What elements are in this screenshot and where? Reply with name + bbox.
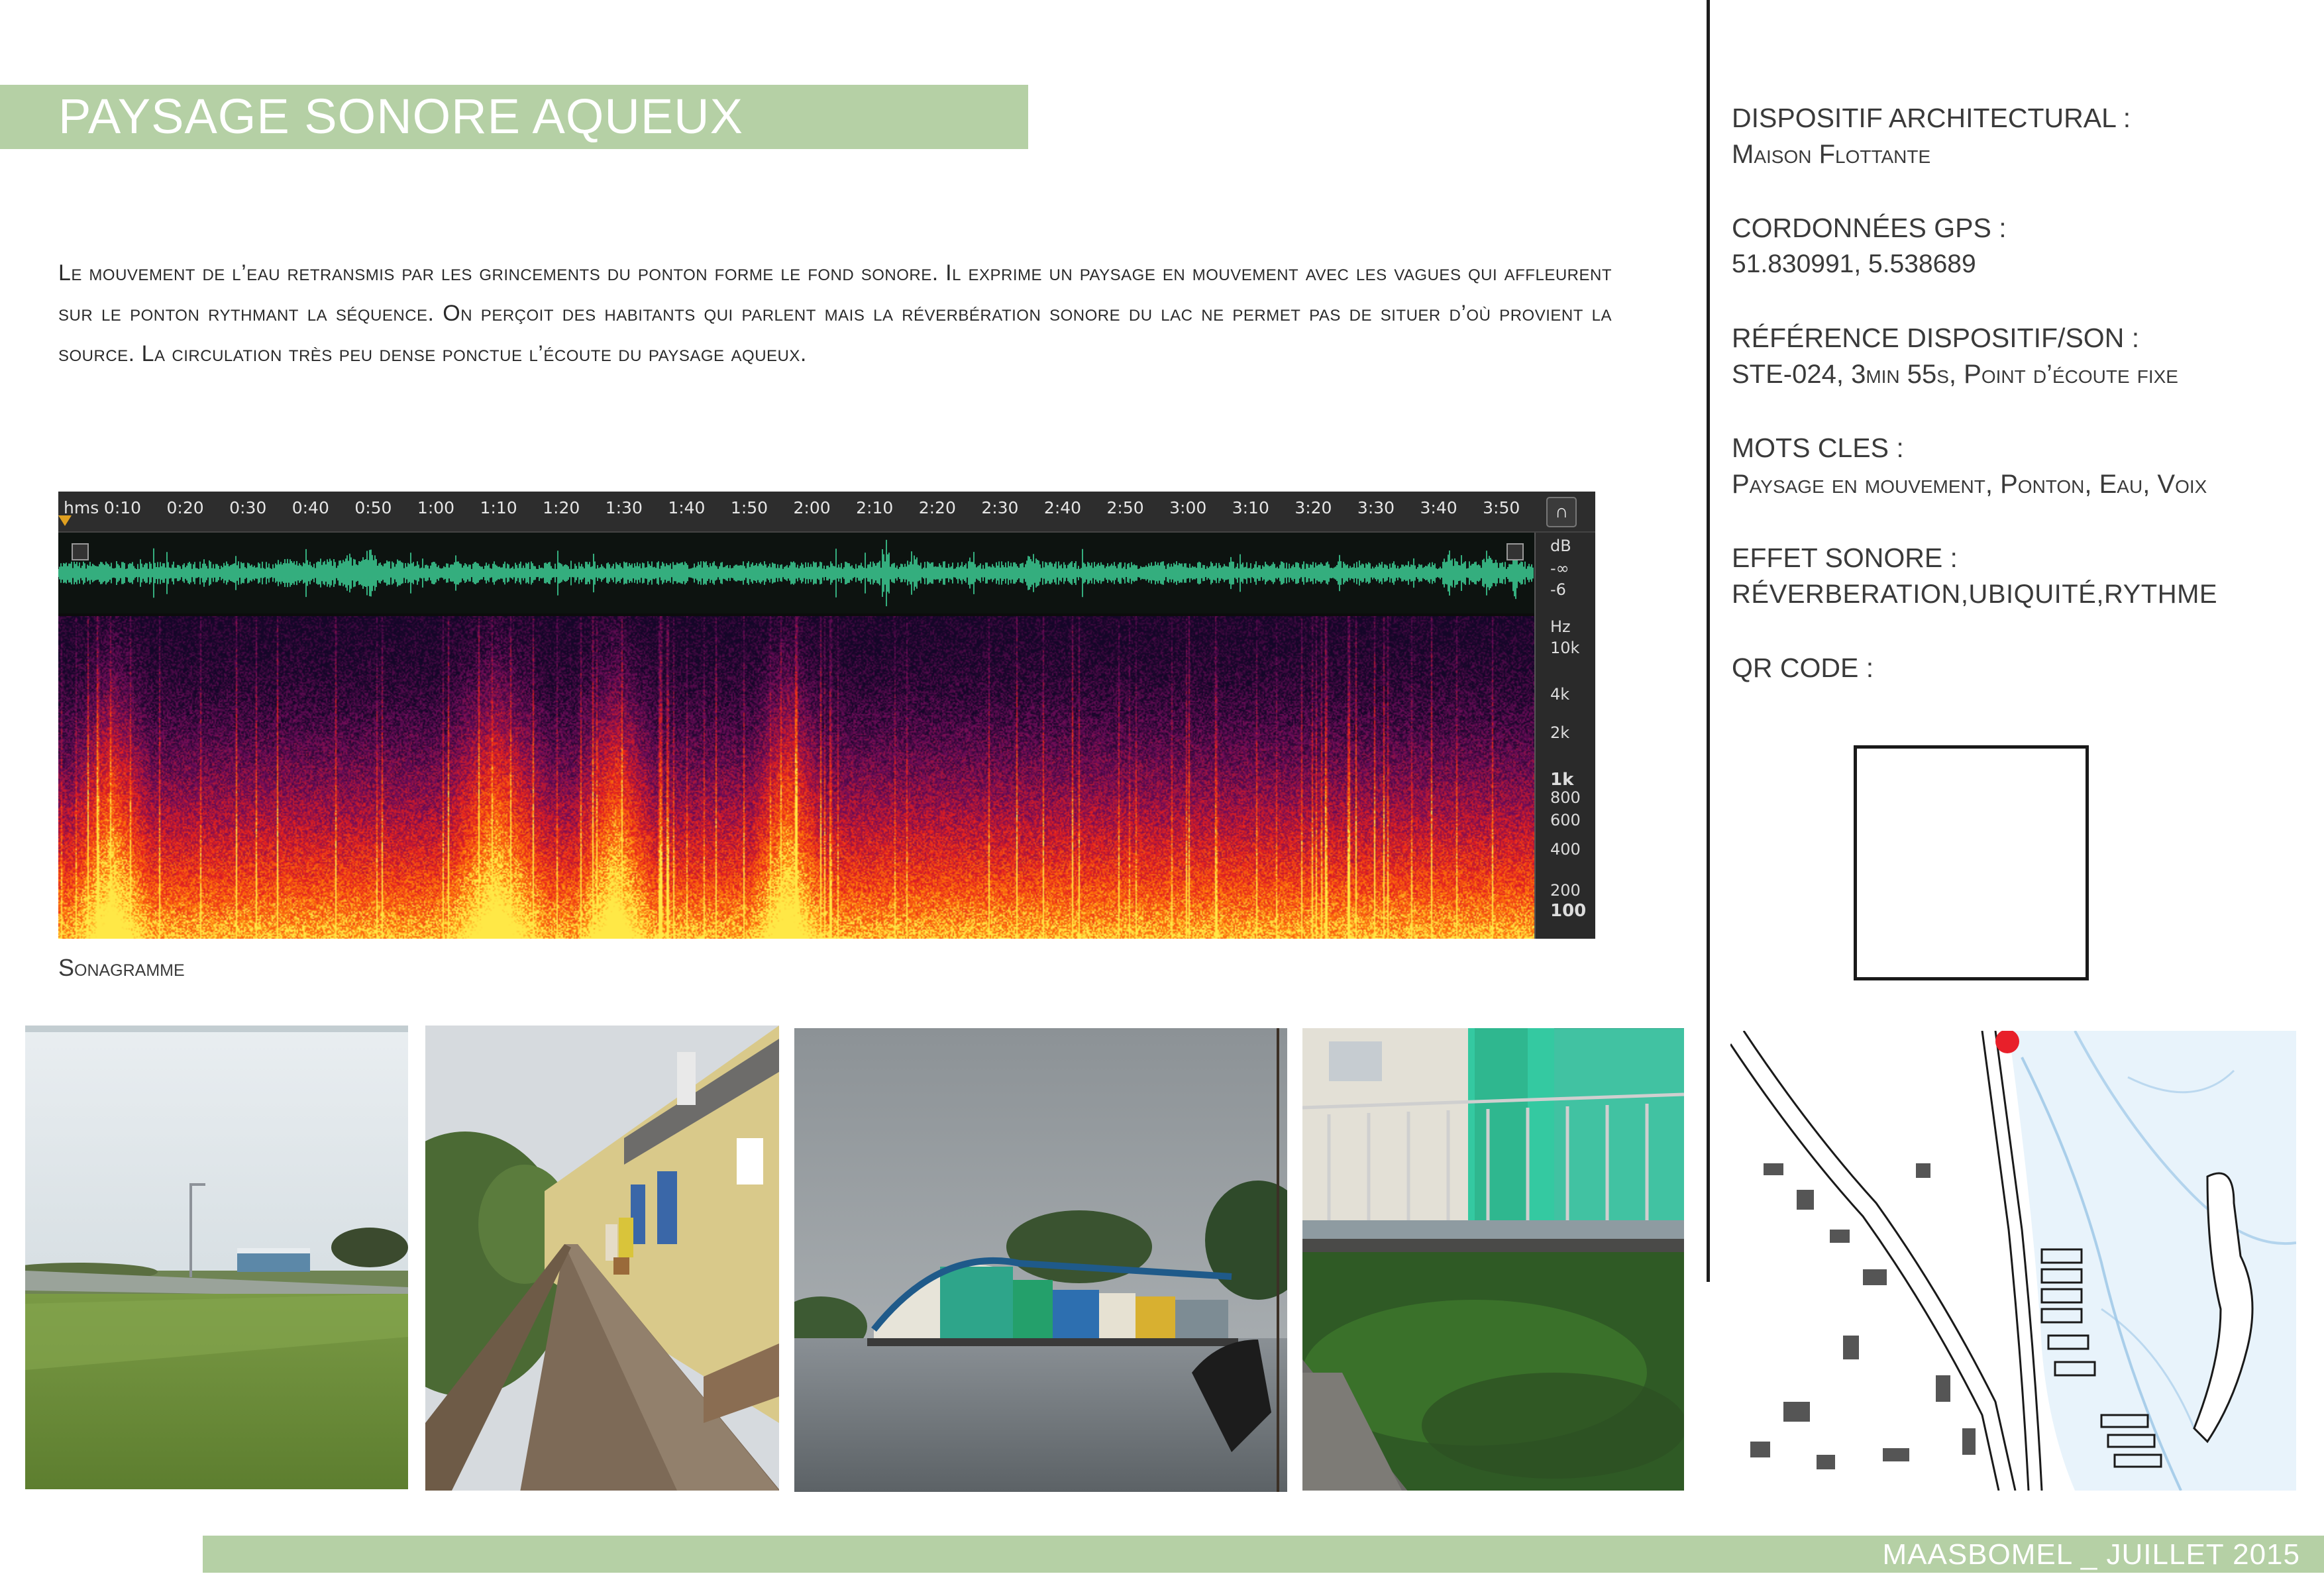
freq-label: 4k: [1550, 685, 1570, 704]
time-tick-label: 1:30: [605, 498, 643, 517]
qr-label: QR CODE :: [1732, 653, 1874, 683]
hz-unit-label: Hz: [1550, 617, 1571, 636]
intro-paragraph: Le mouvement de l’eau retransmis par les grincements du ponton forme le fond sonore. Il exprime un paysage en mouvement avec les vagues qui affleurent sur le ponton rythmant la séquence. On perçoit des habitants qui parlent mais la réverbération sonore du lac ne permet pas de situer d’où provient la source. La circulation très peu dense ponctue l’écoute du paysage aqueux.: [58, 260, 1612, 366]
time-tick-label: 1:40: [668, 498, 706, 517]
freq-label: 600: [1550, 811, 1581, 829]
photo-dike-field-image: [25, 1026, 408, 1489]
time-tick-label: 3:40: [1420, 498, 1457, 517]
time-unit-label: hms: [64, 498, 99, 517]
freq-label: 10k: [1550, 639, 1580, 657]
page-title: PAYSAGE SONORE AQUEUX: [58, 89, 743, 144]
ref-value: STE-024, 3min 55s, Point d’écoute fixe: [1732, 360, 2178, 389]
time-tick-label: 0:30: [229, 498, 267, 517]
sonogram: [58, 492, 1595, 939]
info-sidebar: [1732, 99, 2315, 686]
photo-boardwalk-image: [425, 1026, 779, 1491]
time-tick-label: 0:50: [354, 498, 392, 517]
photo-dike-field: [25, 1026, 408, 1489]
time-tick-label: 0:20: [166, 498, 204, 517]
time-tick-label: 1:50: [730, 498, 768, 517]
footer-location-date: MAASBOMEL _ JUILLET 2015: [1882, 1538, 2300, 1571]
time-tick-label: 3:00: [1169, 498, 1207, 517]
qr-code-placeholder: [1854, 745, 2089, 980]
effet-label: EFFET SONORE :: [1732, 543, 1958, 573]
time-tick-label: 1:10: [480, 498, 517, 517]
dispositif-value: Maison Flottante: [1732, 140, 1931, 169]
map-location: [1730, 1031, 2296, 1491]
time-tick-label: 2:20: [918, 498, 956, 517]
freq-label: 400: [1550, 840, 1581, 859]
ref-label: RÉFÉRENCE DISPOSITIF/SON :: [1732, 323, 2140, 353]
waveform-trace: [58, 540, 1533, 606]
time-tick-label: 1:20: [543, 498, 580, 517]
time-tick-label: 3:30: [1357, 498, 1395, 517]
gps-label: CORDONNÉES GPS :: [1732, 213, 2007, 243]
playhead-marker-icon: [58, 515, 72, 526]
photo-floating-houses-image: [794, 1028, 1287, 1492]
db-label-inf: -∞: [1550, 559, 1569, 578]
db-unit-label: dB: [1550, 537, 1571, 555]
waveform: [58, 533, 1534, 613]
freq-label: 800: [1550, 788, 1581, 807]
fade-in-handle-icon: [72, 543, 89, 560]
time-tick-label: 0:10: [103, 498, 142, 517]
photo-pontoon-water: [1302, 1028, 1684, 1491]
title-bar: [0, 85, 1028, 149]
photo-pontoon-water-image: [1302, 1028, 1684, 1491]
mots-label: MOTS CLES :: [1732, 433, 1904, 463]
freq-label: 200: [1550, 881, 1581, 900]
time-tick-label: 1:00: [417, 498, 455, 517]
time-tick-label: 3:50: [1483, 498, 1520, 517]
sonogram-caption: Sonagramme: [58, 954, 185, 981]
time-tick-label: 0:40: [291, 498, 329, 517]
effet-value: RÉVERBERATION,UBIQUITÉ,RYTHME: [1732, 580, 2218, 609]
footer-bar: [203, 1536, 2324, 1573]
scale-panel: [1534, 533, 1595, 939]
mots-value: Paysage en mouvement, Ponton, Eau, Voix: [1732, 470, 2207, 499]
headphones-icon[interactable]: ∩: [1546, 497, 1577, 527]
time-tick-label: 2:10: [856, 498, 894, 517]
gps-value: 51.830991, 5.538689: [1732, 250, 1976, 278]
time-tick-label: 2:50: [1106, 498, 1144, 517]
freq-label: 100: [1550, 901, 1587, 921]
waveform-graph: [58, 533, 1534, 613]
map-location-image: [1730, 1031, 2296, 1491]
time-tick-label: 2:00: [793, 498, 831, 517]
freq-label: 2k: [1550, 723, 1570, 742]
photo-floating-houses: [794, 1028, 1287, 1492]
fade-out-handle-icon: [1506, 543, 1524, 560]
vertical-divider: [1707, 0, 1710, 1282]
spectrogram: [58, 616, 1534, 939]
time-tick-label: 3:10: [1232, 498, 1269, 517]
dispositif-label: DISPOSITIF ARCHITECTURAL :: [1732, 103, 2131, 133]
time-tick-label: 2:40: [1043, 498, 1082, 517]
time-ruler: [58, 492, 1595, 533]
freq-label: 1k: [1550, 770, 1574, 790]
db-label-6: -6: [1550, 580, 1566, 599]
time-tick-label: 2:30: [981, 498, 1019, 517]
photo-boardwalk: [425, 1026, 779, 1491]
time-tick-label: 3:20: [1294, 498, 1332, 517]
